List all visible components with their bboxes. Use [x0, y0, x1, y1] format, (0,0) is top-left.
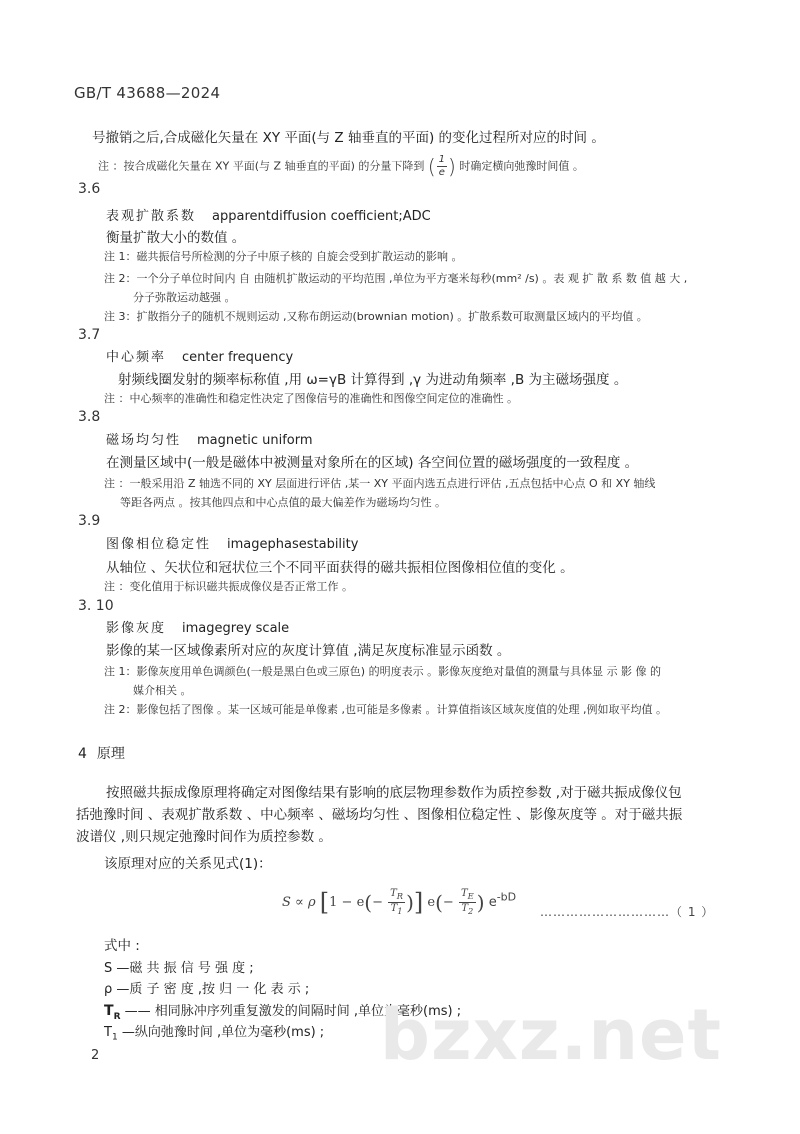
- where-label: 式中 :: [104, 938, 140, 954]
- section-number-3-8: 3.8: [78, 409, 101, 425]
- where-item-s: S —磁 共 振 信 号 强 度 ;: [104, 961, 254, 976]
- term-3-7: 中心频率 center frequency: [106, 350, 294, 365]
- intro-note: 注 ：按合成磁化矢量在 XY 平面(与 Z 轴垂直的平面) 的分量下降到 ( $\frac{1}{e}$ ) 时确定横向弛豫时间值 。: [98, 154, 584, 179]
- note-1-3-10-cont: 媒介相关 。: [133, 684, 192, 697]
- definition-3-9: 从轴位 、矢状位和冠状位三个不同平面获得的磁共振相位图像相位值的变化 。: [106, 560, 574, 576]
- where-item-rho: ρ —质 子 密 度 ,按 归 一 化 表 示 ;: [104, 982, 310, 997]
- note-1-3-6: 注 1：磁共振信号所检测的分子中原子核的 自旋会受到扩散运动的影响 。: [104, 250, 463, 263]
- section-number-3-10: 3. 10: [78, 598, 114, 614]
- definition-3-7: 射频线圈发射的频率标称值 ,用 ω=γB 计算得到 ,γ 为进动角频率 ,B 为主磁场强度 。: [118, 372, 628, 388]
- page-number: 2: [91, 1048, 100, 1063]
- section-number-3-9: 3.9: [78, 513, 101, 529]
- chapter-paragraph: 按照磁共振成像原理将确定对图像结果有影响的底层物理参数作为质控参数 ,对于磁共振成像仪包括弛豫时间 、表观扩散系数 、中心频率 、磁场均匀性 、图像相位稳定性 、影像灰度等 。对于磁共振波谱仪 ,则只规定弛豫时间作为质控参数 。: [76, 785, 683, 845]
- note-3-7: 注 ：中心频率的准确性和稳定性决定了图像信号的准确性和图像空间定位的准确性 。: [104, 392, 518, 405]
- note-3-9: 注 ：变化值用于标识磁共振成像仪是否正常工作 。: [104, 580, 353, 593]
- note-3-8: 注 ：一般采用沿 Z 轴选不同的 XY 层面进行评估 ,某一 XY 平面内选五点进行评估 ,五点包括中心点 O 和 XY 轴线: [104, 477, 656, 490]
- formula-intro: 该原理对应的关系见式(1)：: [104, 856, 272, 872]
- term-3-9: 图像相位稳定性 imagephasestability: [106, 537, 359, 552]
- standard-code: GB/T 43688—2024: [74, 84, 221, 102]
- where-item-t1: $T_1$ —纵向弛豫时间 ,单位为毫秒(ms) ;: [104, 1025, 325, 1043]
- section-number-3-6: 3.6: [78, 181, 101, 197]
- where-item-tr: $T_R$ —— 相同脉冲序列重复激发的间隔时间 ,单位为毫秒(ms) ;: [104, 1003, 462, 1022]
- term-3-6: 表观扩散系数 apparentdiffusion coefficient;ADC: [106, 209, 431, 224]
- definition-3-10: 影像的某一区域像素所对应的灰度计算值 ,满足灰度标准显示函数 。: [106, 643, 511, 659]
- intro-text: 号撤销之后,合成磁化矢量在 XY 平面(与 Z 轴垂直的平面) 的变化过程所对应的时间 。: [92, 130, 605, 146]
- definition-3-6: 衡量扩散大小的数值 。: [106, 230, 246, 246]
- watermark: bzxz.net: [379, 994, 722, 1076]
- formula-1: S ∝ ρ [1 − e(− $\frac{T_R}{T_1}$ )] e(− $\frac{T_E}{T_2}$ ) $e^{-bD}$: [282, 888, 517, 917]
- formula-number: …………………………（ 1 ）: [540, 905, 715, 919]
- note-2-3-10: 注 2：影像包括了图像 。某一区域可能是单像素 ,也可能是多像素 。计算值指该区域灰度值的处理 ,例如取平均值 。: [104, 703, 667, 716]
- note-3-3-6: 注 3：扩散指分子的随机不规则运动 ,又称布朗运动(brownian motion) 。扩散系数可取测量区域内的平均值 。: [104, 310, 648, 323]
- definition-3-8: 在测量区域中(一般是磁体中被测量对象所在的区域) 各空间位置的磁场强度的一致程度 。: [106, 455, 639, 471]
- term-3-10: 影像灰度 imagegrey scale: [106, 621, 290, 636]
- note-2-3-6: 注 2：一个分子单位时间内 自 由随机扩散运动的平均范围 ,单位为平方毫米每秒(mm² /s) 。表 观 扩 散 系 数 值 越 大 ,: [104, 272, 688, 285]
- note-2-3-6-cont: 分子弥散运动越强 。: [133, 291, 236, 304]
- term-3-8: 磁场均匀性 magnetic uniform: [106, 433, 313, 448]
- note-3-8-cont: 等距各两点 。按其他四点和中心点值的最大偏差作为磁场均匀性 。: [120, 496, 446, 509]
- section-number-3-7: 3.7: [78, 327, 101, 343]
- note-1-3-10: 注 1：影像灰度用单色调颜色(一般是黑白色或三原色) 的明度表示 。影像灰度绝对量值的测量与具体显 示 影 像 的: [104, 665, 662, 678]
- chapter-heading: 4 原理: [78, 746, 125, 762]
